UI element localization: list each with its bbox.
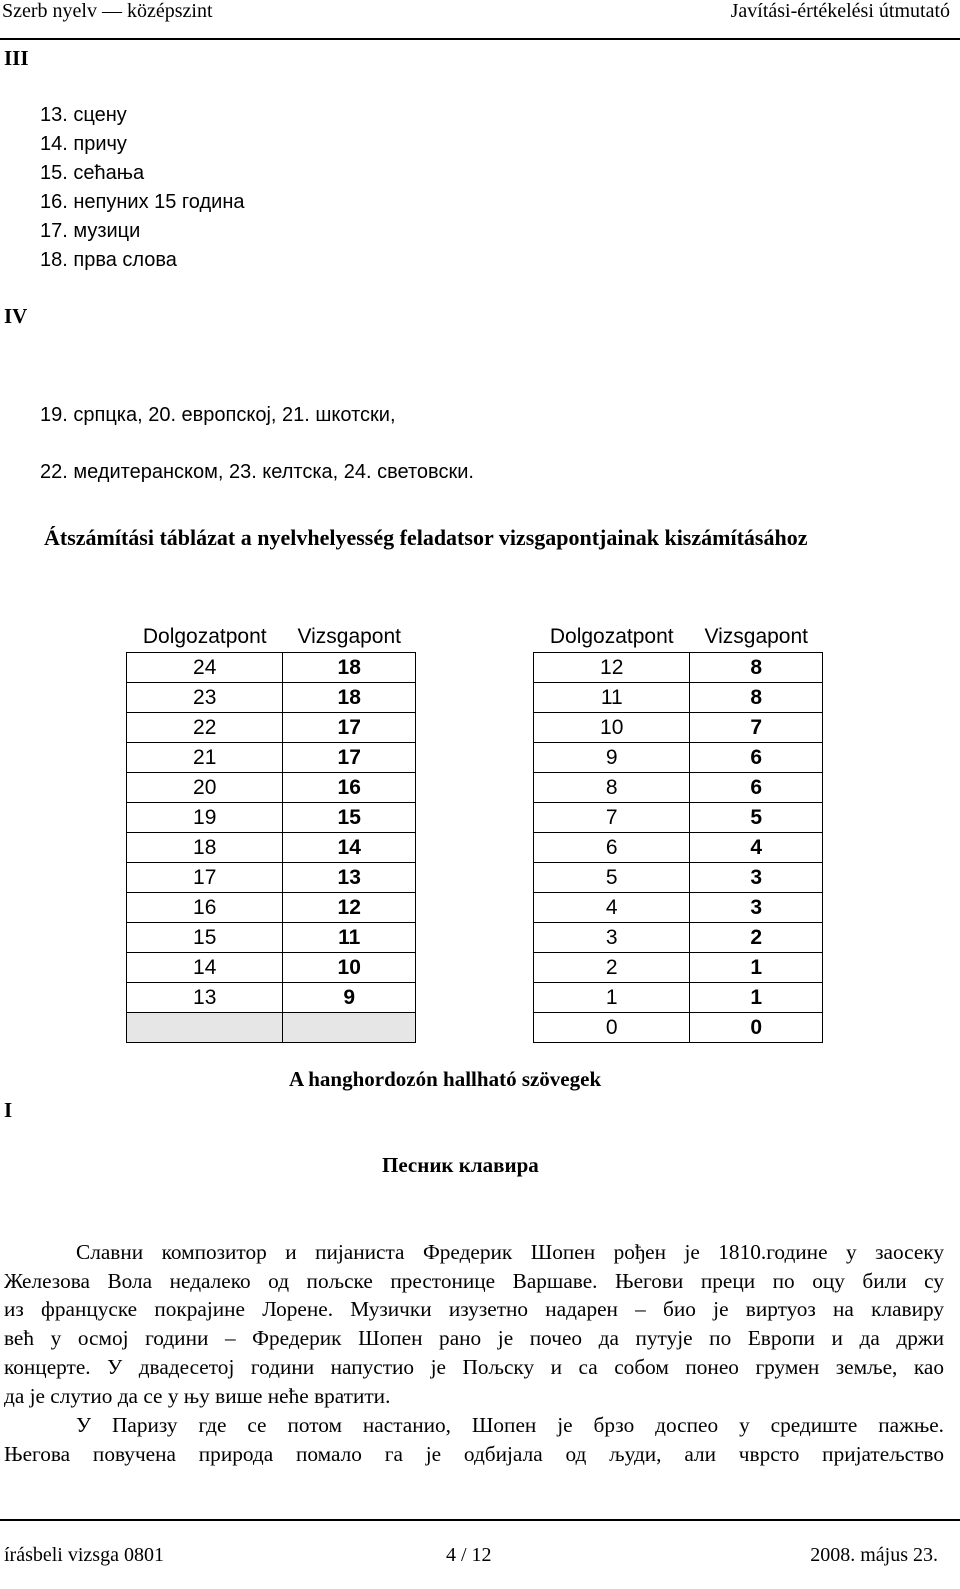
- dolgozatpont-cell: 20: [127, 773, 283, 803]
- dolgozatpont-cell: 0: [534, 1013, 690, 1043]
- list-item: 15. сећања: [40, 162, 145, 184]
- footer-rule: [0, 1519, 960, 1521]
- table-body: [127, 653, 416, 1043]
- section-label-iv: IV: [4, 304, 28, 328]
- vizsgapont-cell: 2: [690, 923, 823, 953]
- column-header: Vizsgapont: [704, 625, 808, 648]
- table-row: [127, 923, 416, 953]
- paragraph-line: да је слутио да се у њу више неће вратити.: [4, 1383, 391, 1408]
- table-row: [127, 983, 416, 1013]
- table-row: [127, 953, 416, 983]
- vizsgapont-cell: 12: [283, 893, 416, 923]
- vizsgapont-cell: 10: [283, 953, 416, 983]
- paragraph-line: већ у осмој години – Фредерик Шопен рано је почео да путује по Европи и да држи: [4, 1326, 944, 1351]
- dolgozatpont-cell: 3: [534, 923, 690, 953]
- table-row: [127, 713, 416, 743]
- footer-page-number: 4 / 12: [446, 1544, 492, 1566]
- dolgozatpont-cell: 12: [534, 653, 690, 683]
- conversion-table-left: [126, 622, 416, 1043]
- table-row: [127, 683, 416, 713]
- dolgozatpont-cell: 8: [534, 773, 690, 803]
- header-left: Szerb nyelv — középszint: [2, 0, 213, 22]
- dolgozatpont-cell: 19: [127, 803, 283, 833]
- answer-line: 19. српцка, 20. европској, 21. шкотски,: [40, 404, 396, 426]
- vizsgapont-cell: 3: [690, 863, 823, 893]
- vizsgapont-cell: 0: [690, 1013, 823, 1043]
- vizsgapont-cell: 8: [690, 653, 823, 683]
- dolgozatpont-cell: 7: [534, 803, 690, 833]
- conversion-table-right: [533, 622, 823, 1043]
- section-heading: A hanghordozón hallható szövegek: [289, 1067, 602, 1091]
- table-row: [534, 773, 823, 803]
- vizsgapont-cell: 5: [690, 803, 823, 833]
- header-rule: [0, 38, 960, 40]
- vizsgapont-cell: 18: [283, 683, 416, 713]
- vizsgapont-cell: 9: [283, 983, 416, 1013]
- header-right: Javítási-értékelési útmutató: [730, 0, 950, 22]
- vizsgapont-cell: 14: [283, 833, 416, 863]
- table-row: [534, 653, 823, 683]
- vizsgapont-cell: 16: [283, 773, 416, 803]
- column-header: Dolgozatpont: [549, 625, 674, 648]
- paragraph-line: Његова повучена природа помало га је одбијала од људи, али чврсто пријатељство: [4, 1441, 944, 1466]
- table-row: [534, 893, 823, 923]
- vizsgapont-cell: 17: [283, 713, 416, 743]
- table-row: [534, 683, 823, 713]
- table-body: [534, 653, 823, 1043]
- vizsgapont-cell: 8: [690, 683, 823, 713]
- paragraph-line: концерте. У двадесетој години напустио је Пољску и са собом понео грумен земље, као: [4, 1354, 944, 1379]
- dolgozatpont-cell: 10: [534, 713, 690, 743]
- table-row: [534, 923, 823, 953]
- table-row: [127, 893, 416, 923]
- footer-left: írásbeli vizsga 0801: [4, 1544, 164, 1566]
- vizsgapont-cell: 17: [283, 743, 416, 773]
- table-row: [534, 743, 823, 773]
- table-row: [534, 1013, 823, 1043]
- table-row: [127, 803, 416, 833]
- table-row: [127, 863, 416, 893]
- list-item: 14. причу: [40, 133, 127, 155]
- section-subheading: Песник клавира: [382, 1153, 539, 1177]
- column-header: Dolgozatpont: [142, 625, 267, 648]
- vizsgapont-cell: 15: [283, 803, 416, 833]
- footer-date: 2008. május 23.: [810, 1544, 938, 1566]
- table-row: [127, 773, 416, 803]
- section-label-i: I: [4, 1098, 13, 1122]
- vizsgapont-cell: 13: [283, 863, 416, 893]
- dolgozatpont-cell: 6: [534, 833, 690, 863]
- dolgozatpont-cell: 1: [534, 983, 690, 1013]
- paragraph-line: Славни композитор и пијаниста Фредерик Шопен рођен је 1810.године у заосеку: [76, 1240, 944, 1264]
- dolgozatpont-cell: 9: [534, 743, 690, 773]
- list-item: 16. непуних 15 година: [40, 191, 245, 213]
- dolgozatpont-cell: 2: [534, 953, 690, 983]
- list-item: 13. сцену: [40, 104, 127, 126]
- table-row: [534, 983, 823, 1013]
- dolgozatpont-cell: 21: [127, 743, 283, 773]
- section-iii-list: [40, 101, 244, 275]
- section-iv-text: [40, 387, 474, 501]
- table-row: [534, 863, 823, 893]
- dolgozatpont-cell: 18: [127, 833, 283, 863]
- vizsgapont-cell: 7: [690, 713, 823, 743]
- table-row: [127, 653, 416, 683]
- list-item: 17. музици: [40, 220, 141, 242]
- vizsgapont-cell: 6: [690, 743, 823, 773]
- list-item: 18. прва слова: [40, 249, 177, 271]
- answer-line: 22. медитеранском, 23. келтска, 24. световски.: [40, 461, 474, 483]
- paragraph-line: У Паризу где се потом настанио, Шопен је брзо доспео у средиште пажње.: [76, 1413, 944, 1437]
- dolgozatpont-cell: 22: [127, 713, 283, 743]
- vizsgapont-cell: 11: [283, 923, 416, 953]
- dolgozatpont-cell: 17: [127, 863, 283, 893]
- table-row: [127, 1013, 416, 1043]
- column-header: Vizsgapont: [297, 625, 401, 648]
- table-row: [534, 953, 823, 983]
- table-row: [534, 833, 823, 863]
- dolgozatpont-cell: 16: [127, 893, 283, 923]
- paragraph-line: Железова Вола недалеко од пољске престонице Варшаве. Његови преци по оцу били су: [4, 1268, 944, 1293]
- dolgozatpont-cell: 24: [127, 653, 283, 683]
- table-row: [534, 803, 823, 833]
- vizsgapont-cell: 1: [690, 983, 823, 1013]
- vizsgapont-cell: 18: [283, 653, 416, 683]
- dolgozatpont-cell: 15: [127, 923, 283, 953]
- paragraph-1: [4, 1238, 944, 1410]
- empty-cell: [283, 1013, 416, 1043]
- vizsgapont-cell: 3: [690, 893, 823, 923]
- empty-cell: [127, 1013, 283, 1043]
- vizsgapont-cell: 4: [690, 833, 823, 863]
- dolgozatpont-cell: 4: [534, 893, 690, 923]
- table-row: [534, 713, 823, 743]
- dolgozatpont-cell: 5: [534, 863, 690, 893]
- table-title: Átszámítási táblázat a nyelvhelyesség feladatsor vizsgapontjainak kiszámításához: [44, 525, 808, 550]
- dolgozatpont-cell: 13: [127, 983, 283, 1013]
- table-row: [127, 743, 416, 773]
- paragraph-line: из француске покрајине Лорене. Музички изузетно надарен – био је виртуоз на клавиру: [4, 1297, 944, 1322]
- section-label-iii: III: [4, 46, 29, 70]
- table-row: [127, 833, 416, 863]
- paragraph-2: [4, 1411, 944, 1468]
- vizsgapont-cell: 6: [690, 773, 823, 803]
- dolgozatpont-cell: 23: [127, 683, 283, 713]
- vizsgapont-cell: 1: [690, 953, 823, 983]
- dolgozatpont-cell: 11: [534, 683, 690, 713]
- dolgozatpont-cell: 14: [127, 953, 283, 983]
